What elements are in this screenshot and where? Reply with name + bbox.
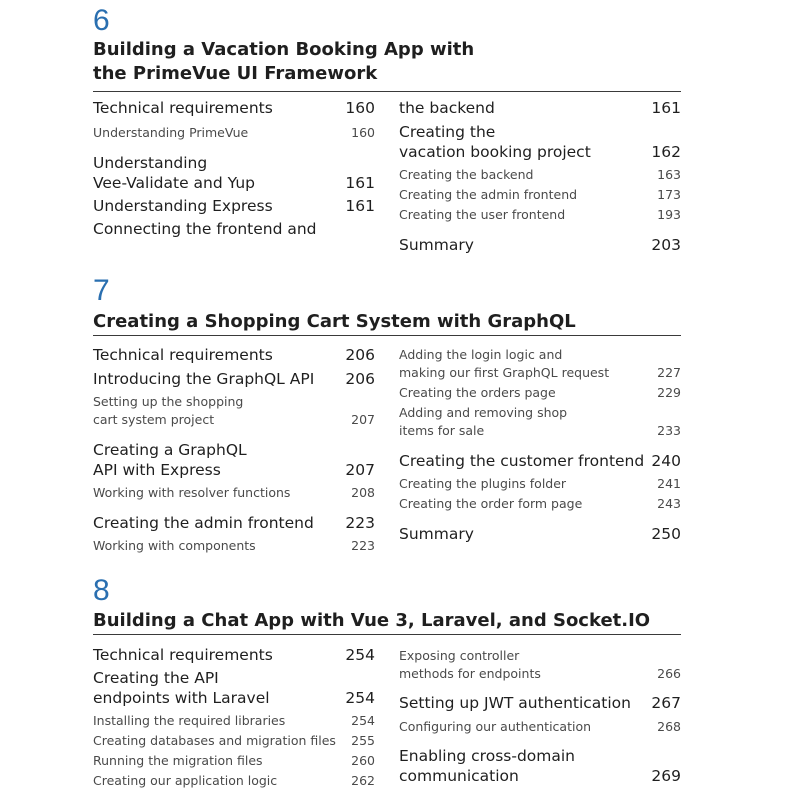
entry-page: 160 (351, 125, 375, 140)
entry-page: 161 (345, 197, 375, 215)
entry-title: Creating the user frontend (399, 207, 566, 222)
entry-page: 266 (657, 666, 681, 681)
entry-title: Creating the customer frontend (399, 452, 645, 470)
entry-page: 243 (657, 496, 681, 511)
entry-page: 255 (351, 733, 375, 748)
entry-page: 223 (345, 514, 375, 532)
entry-title: Understanding Vee-Validate and Yup (93, 154, 255, 192)
entry-title: Installing the required libraries (93, 713, 286, 728)
chapter-divider (93, 91, 681, 92)
entry-page: 161 (345, 173, 375, 192)
entry-title: Setting up the shopping cart system project (93, 394, 244, 427)
entry-title: Creating our application logic (93, 773, 278, 788)
entry-page: 206 (345, 346, 375, 364)
toc-subentry[interactable] (399, 495, 681, 513)
toc-subentry[interactable] (93, 484, 375, 502)
toc-subentry[interactable] (399, 186, 681, 204)
chapter-title-line-1: Building a Vacation Booking App with (93, 39, 475, 60)
toc-entry[interactable] (93, 220, 375, 240)
entry-page: 162 (651, 142, 681, 161)
entry-title: Adding the login logic and making our first GraphQL request (399, 347, 610, 380)
chapter-6 (93, 0, 681, 270)
entry-title: Technical requirements (93, 346, 273, 364)
entry-page: 254 (345, 646, 375, 664)
toc-subentry[interactable] (399, 475, 681, 493)
entry-title: the backend (399, 99, 495, 117)
toc-subentry[interactable] (399, 384, 681, 402)
chapter-title-line-1: Building a Chat App with Vue 3, Laravel, and Socket.IO (93, 610, 651, 631)
entry-page: 207 (351, 412, 375, 427)
toc-entry[interactable] (399, 694, 681, 714)
entry-title: Technical requirements (93, 99, 273, 117)
entry-title: Technical requirements (93, 646, 273, 664)
entry-title: Summary (399, 525, 474, 543)
toc-entry[interactable] (399, 747, 681, 786)
toc-entry[interactable] (399, 525, 681, 545)
entry-title: Connecting the frontend and (93, 220, 317, 238)
toc-subentry[interactable] (399, 346, 681, 382)
entry-title: Creating the backend (399, 167, 534, 182)
toc-entry[interactable] (93, 669, 375, 708)
entry-page: 269 (651, 766, 681, 785)
entry-page: 206 (345, 370, 375, 388)
toc-entry[interactable] (93, 197, 375, 217)
entry-title: Creating the order form page (399, 496, 583, 511)
chapter-title-line-1: Creating a Shopping Cart System with GraphQL (93, 311, 576, 332)
entry-page: 233 (657, 423, 681, 438)
chapter-divider (93, 335, 681, 336)
entry-title: Working with components (93, 538, 256, 553)
entry-title: Creating the admin frontend (399, 187, 578, 202)
toc-subentry[interactable] (93, 732, 375, 750)
entry-page: 207 (345, 460, 375, 479)
table-of-contents (93, 0, 681, 800)
entry-title: Introducing the GraphQL API (93, 370, 315, 388)
entry-title: Creating the admin frontend (93, 514, 314, 532)
entry-page: 223 (351, 538, 375, 553)
toc-entry[interactable] (93, 346, 375, 366)
entry-page: 240 (651, 452, 681, 470)
entry-page: 254 (345, 688, 375, 707)
chapter-number: 7 (93, 274, 110, 307)
entry-page: 229 (657, 385, 681, 400)
entry-page: 250 (651, 525, 681, 543)
entry-title: Working with resolver functions (93, 485, 291, 500)
entry-title: Creating the API endpoints with Laravel (93, 669, 270, 707)
chapter-7 (93, 272, 681, 562)
chapter-title-line-2: the PrimeVue UI Framework (93, 63, 378, 84)
entry-title: Setting up JWT authentication (399, 694, 631, 712)
entry-title: Understanding PrimeVue (93, 125, 249, 140)
entry-page: 161 (651, 99, 681, 117)
entry-title: Enabling cross-domain communication (399, 747, 575, 785)
toc-subentry[interactable] (93, 537, 375, 555)
entry-page: 173 (657, 187, 681, 202)
entry-page: 262 (351, 773, 375, 788)
entry-title: Configuring our authentication (399, 719, 592, 734)
toc-entry[interactable] (399, 236, 681, 256)
entry-title: Creating databases and migration files (93, 733, 336, 748)
toc-subentry[interactable] (93, 772, 375, 790)
chapter-number: 8 (93, 574, 110, 607)
entry-page: 227 (657, 365, 681, 380)
toc-entry[interactable] (93, 514, 375, 534)
chapter-divider (93, 634, 681, 635)
entry-title: Running the migration files (93, 753, 263, 768)
entry-title: Creating the plugins folder (399, 476, 567, 491)
entry-page: 208 (351, 485, 375, 500)
toc-subentry[interactable] (93, 752, 375, 770)
toc-subentry[interactable] (399, 206, 681, 224)
entry-page: 163 (657, 167, 681, 182)
toc-subentry[interactable] (93, 124, 375, 142)
entry-page: 267 (651, 694, 681, 712)
toc-subentry[interactable] (93, 712, 375, 730)
entry-page: 203 (651, 236, 681, 254)
toc-entry[interactable] (93, 370, 375, 390)
toc-entry[interactable] (93, 441, 375, 480)
entry-title: Creating the orders page (399, 385, 556, 400)
entry-page: 254 (351, 713, 375, 728)
entry-title: Creating the vacation booking project (399, 123, 591, 161)
entry-page: 160 (345, 99, 375, 117)
toc-entry[interactable] (399, 99, 681, 119)
toc-entry[interactable] (93, 154, 375, 193)
toc-subentry[interactable] (399, 647, 681, 683)
entry-page: 193 (657, 207, 681, 222)
toc-subentry[interactable] (399, 404, 681, 440)
toc-subentry[interactable] (399, 166, 681, 184)
toc-entry[interactable] (399, 123, 681, 162)
entry-title: Understanding Express (93, 197, 273, 215)
chapter-8 (93, 572, 681, 800)
entry-title: Adding and removing shop items for sale (399, 405, 568, 438)
toc-subentry[interactable] (93, 393, 375, 429)
toc-entry[interactable] (93, 646, 375, 666)
toc-subentry[interactable] (399, 718, 681, 736)
entry-title: Exposing controller methods for endpoints (399, 648, 541, 681)
chapter-number: 6 (93, 4, 110, 37)
entry-title: Summary (399, 236, 474, 254)
entry-title: Creating a GraphQL API with Express (93, 441, 247, 479)
entry-page: 241 (657, 476, 681, 491)
toc-entry[interactable] (399, 452, 681, 472)
entry-page: 268 (657, 719, 681, 734)
toc-entry[interactable] (93, 99, 375, 119)
entry-page: 260 (351, 753, 375, 768)
